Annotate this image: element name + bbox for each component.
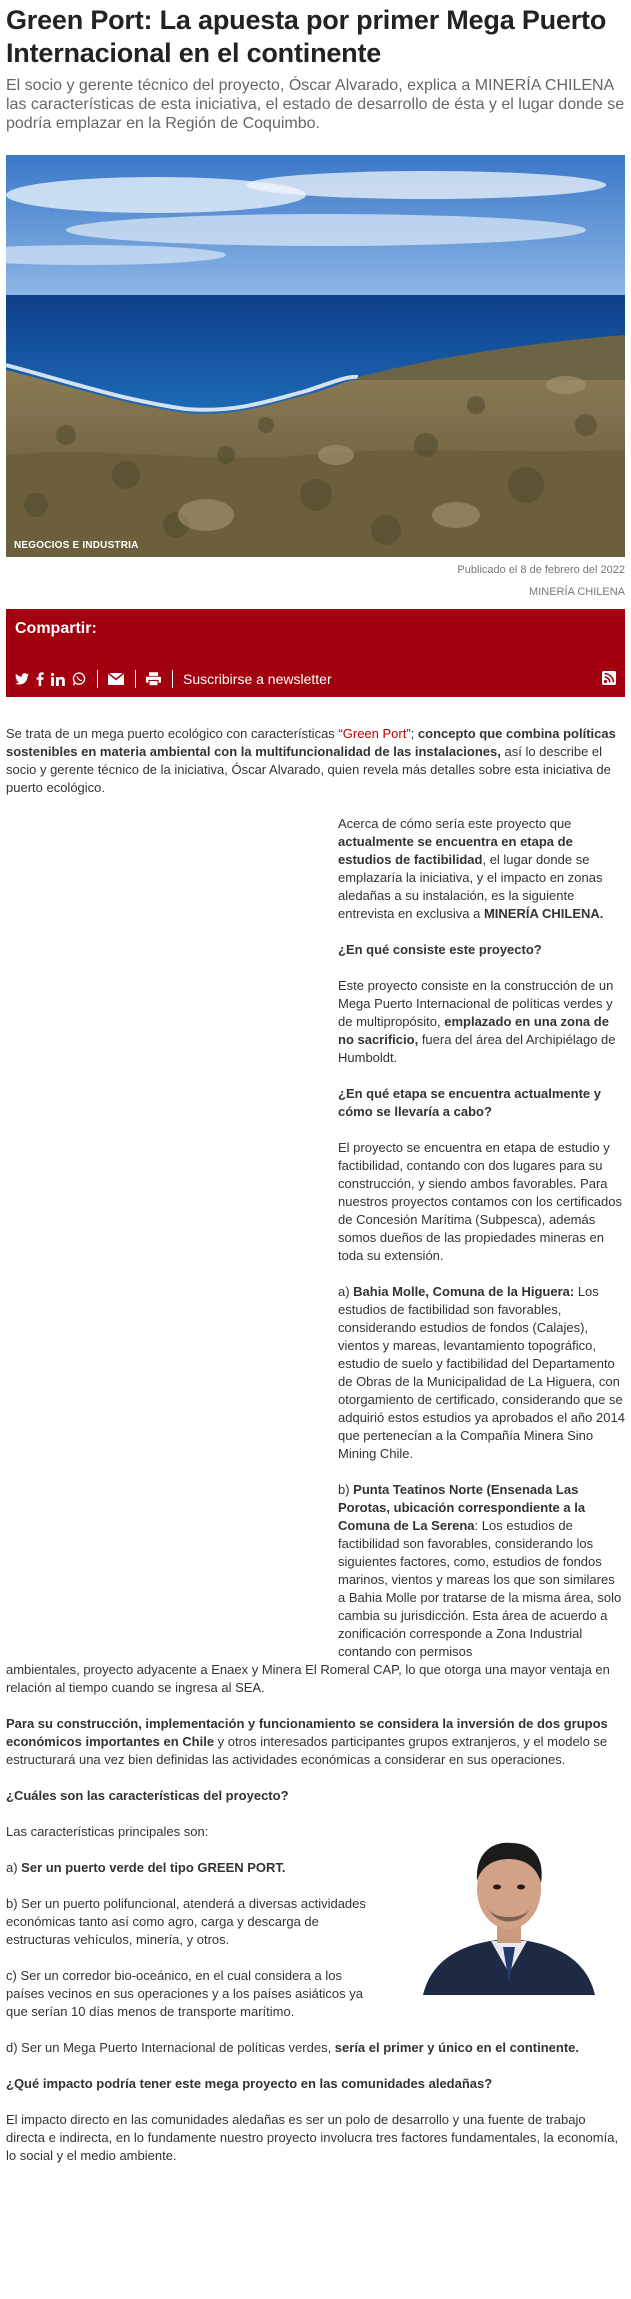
question-heading: ¿Qué impacto podría tener este mega proyecto en las comunidades aledañas? [6, 2076, 493, 2091]
category-tag[interactable]: NEGOCIOS E INDUSTRIA [14, 540, 139, 551]
twitter-icon[interactable] [15, 671, 29, 687]
share-divider [135, 670, 136, 688]
print-icon[interactable] [146, 671, 161, 687]
article-body-full [6, 1661, 625, 2165]
whatsapp-icon[interactable] [72, 671, 86, 687]
share-divider [172, 670, 173, 688]
answer-paragraph: El proyecto se encuentra en etapa de estudio y factibilidad, contando con dos lugares para su construcción, y siendo ambos favorables. Para nuestros proyectos contamos con los certificados de Concesión Marítima (Subpesca), además somos dueños de las propiedades mineras en toda su extensión. [338, 1140, 622, 1263]
share-divider [97, 670, 98, 688]
site-punta-teatinos-cont: ambientales, proyecto adyacente a Enaex y Minera El Romeral CAP, lo que otorga una mayor ventaja en relación al tiempo cuando se ingresa al SEA. [6, 1662, 610, 1695]
investment-paragraph: Para su construcción, implementación y funcionamiento se considera la inversión de dos grupos económicos importantes en Chile y otros interesados participantes grupos extranjeros, y el modelo se estructurará una vez bien definidas las actividades económicas a considerar en sus operaciones. [6, 1716, 608, 1767]
facebook-icon[interactable] [36, 671, 44, 687]
lead-paragraph: Acerca de cómo sería este proyecto que actualmente se encuentra en etapa de estudios de factibilidad, el lugar donde se emplazaría la iniciativa, y el impacto en zonas aledañas a su instalación, es la siguiente entrevista en exclusiva a MINERÍA CHILENA. [338, 816, 604, 921]
answer-paragraph: El impacto directo en las comunidades aledañas es ser un polo de desarrollo y una fuente de trabajo directa e indirecta, en lo fundamente nuestro proyecto involucra tres factores fundamentales, la economía, lo social y el medio ambiente. [6, 2112, 619, 2163]
interviewee-photo [393, 1823, 625, 1995]
characteristic-item: d) Ser un Mega Puerto Internacional de políticas verdes, sería el primer y único en el continente. [6, 2040, 579, 2055]
question-heading: ¿En qué consiste este proyecto? [338, 942, 542, 957]
email-icon[interactable] [108, 671, 124, 687]
site-punta-teatinos: b) Punta Teatinos Norte (Ensenada Las Porotas, ubicación correspondiente a la Comuna de La Serena: Los estudios de factibilidad son favorables, considerando los siguientes factores, como, estudios de fondos marinos, vientos y mareas los que son similares a Bahia Molle por tratarse de la misma área, solo cambia su jurisdicción. Esta área de acuerdo a zonificación corresponde a Zona Industrial contando con permisos [338, 1482, 622, 1659]
characteristic-item: c) Ser un corredor bio-oceánico, en el cual considera a los países vecinos en sus operaciones y a los países asiáticos ya que serían 10 días menos de transporte marítimo. [6, 1968, 363, 2019]
question-heading: ¿En qué etapa se encuentra actualmente y cómo se llevaría a cabo? [338, 1086, 601, 1119]
share-bar [6, 609, 625, 697]
publish-date: Publicado el 8 de febrero del 2022 [457, 564, 625, 576]
article-subtitle: El socio y gerente técnico del proyecto, Óscar Alvarado, explica a MINERÍA CHILENA las características de esta iniciativa, el estado de desarrollo de ésta y el lugar donde se podría emplazar en la Región de Coquimbo. [6, 77, 625, 132]
characteristic-item: b) Ser un puerto polifuncional, atenderá a diversas actividades económicas tanto así como agro, carga y descarga de estructuras vehículos, minería, y otros. [6, 1896, 366, 1947]
question-heading: ¿Cuáles son las características del proyecto? [6, 1788, 289, 1803]
article-title: Green Port: La apuesta por primer Mega Puerto Internacional en el continente [6, 5, 607, 68]
characteristic-item: a) Ser un puerto verde del tipo GREEN PORT. [6, 1860, 286, 1875]
interview-column [338, 815, 625, 1661]
site-bahia-molle: a) Bahia Molle, Comuna de la Higuera: Los estudios de factibilidad son favorables, considerando estudios de fondos (Calajes), vientos y mareas, levantamiento topográfico, estudio de suelo y factibilidad del Departamento de Obras de la Municipalidad de La Higuera, con otorgamiento de certificado, considerando que se adquirió estos estudios ya aprobados el año 2014 que pertenecían a la Compañía Minera Sino Mining Chile. [338, 1284, 625, 1461]
source-label: MINERÍA CHILENA [529, 586, 625, 598]
linkedin-icon[interactable] [51, 671, 65, 687]
coastal-landscape-photo [6, 155, 625, 557]
rss-icon[interactable] [602, 671, 616, 690]
share-label: Compartir: [15, 620, 97, 637]
green-port-link[interactable]: “Green Port” [338, 726, 411, 741]
intro-paragraph: Se trata de un mega puerto ecológico con características “Green Port”; concepto que combina políticas sostenibles en materia ambiental con la multifuncionalidad de las instalaciones, así lo describe el socio y gerente técnico de la iniciativa, Óscar Alvarado, quien revela más detalles sobre esta iniciativa de puerto ecológico. [6, 726, 616, 795]
hero-image [6, 155, 625, 557]
answer-paragraph: Este proyecto consiste en la construcción de un Mega Puerto Internacional de políticas verdes y de multipropósito, emplazado en una zona de no sacrificio, fuera del área del Archipiélago de Humboldt. [338, 978, 616, 1065]
share-icons [15, 669, 616, 689]
newsletter-link[interactable]: Suscribirse a newsletter [183, 671, 332, 687]
characteristics-intro: Las características principales son: [6, 1824, 209, 1839]
